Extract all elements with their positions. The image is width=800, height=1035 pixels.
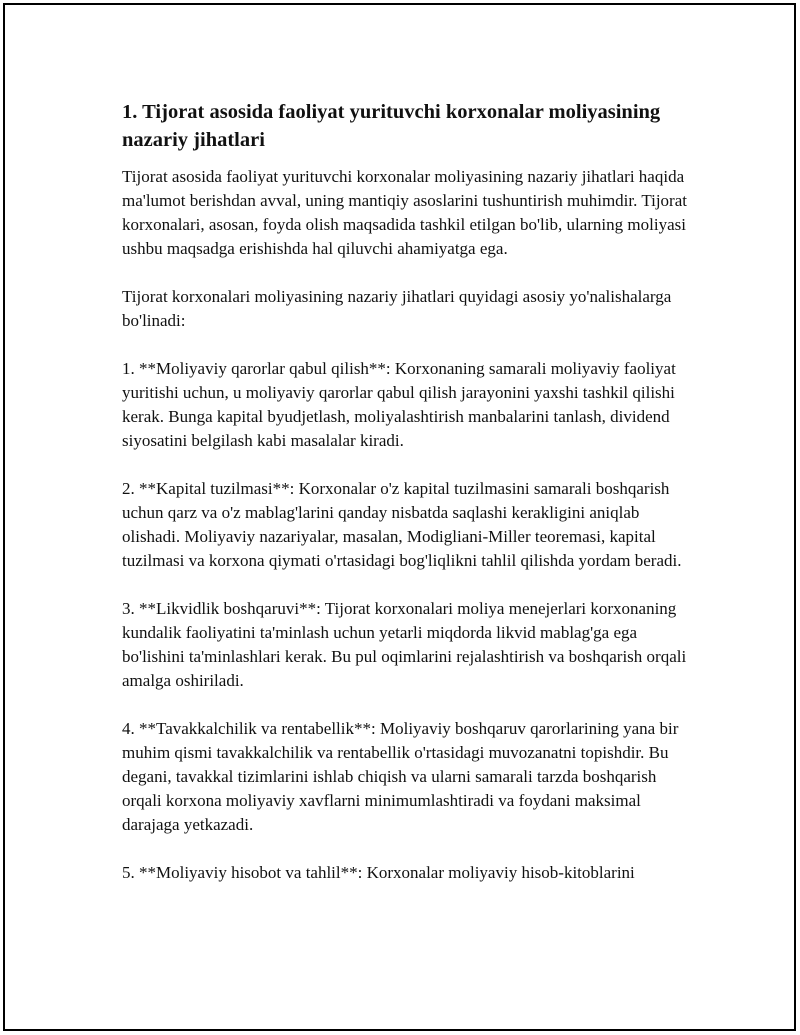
list-item-capital-structure: 2. **Kapital tuzilmasi**: Korxonalar o'z kapital tuzilmasini samarali boshqarish uchun qarz va o'z mablag'larini qanday nisbatda saqlashi kerakligini aniqlab olishadi. Moliyaviy nazariyalar, masalan, Modigliani-Miller teoremasi, kapital tuzilmasi va korxona qiymati o'rtasidagi bog'liqlikni tahlil qilishda yordam beradi.	[122, 479, 682, 570]
list-item-financial-decisions: 1. **Moliyaviy qarorlar qabul qilish**: Korxonaning samarali moliyaviy faoliyat yuritishi uchun, u moliyaviy qarorlar qabul qilish jarayonini yaxshi tashkil qilishi kerak. Bunga kapital byudjetlash, moliyalashtirish manbalarini tanlash, dividend siyosatini belgilash kabi masalalar kiradi.	[122, 359, 676, 450]
list-item-risk-and-profitability: 4. **Tavakkalchilik va rentabellik**: Moliyaviy boshqaruv qarorlarining yana bir muhim qismi tavakkalchilik va rentabellik o'rtasidagi muvozanatni topishdir. Bu degani, tavakkal tizimlarini ishlab chiqish va ularni samarali tarzda boshqarish orqali korxona moliyaviy xavflarni minimumlashtiradi va foydani maksimal darajaga yetkazadi.	[122, 719, 679, 834]
list-item-financial-reporting: 5. **Moliyaviy hisobot va tahlil**: Korxonalar moliyaviy hisob-kitoblarini	[122, 863, 635, 882]
page-frame	[3, 3, 796, 1031]
list-item-liquidity-management: 3. **Likvidlik boshqaruvi**: Tijorat korxonalari moliya menejerlari korxonaning kundalik faoliyatini ta'minlash uchun yetarli miqdorda likvid mablag'ga ega bo'lishini ta'minlashlari kerak. Bu pul oqimlarini rejalashtirish va boshqarish orqali amalga oshiriladi.	[122, 599, 687, 690]
overview-paragraph: Tijorat korxonalari moliyasining nazariy jihatlari quyidagi asosiy yo'nalishalarga bo'linadi:	[122, 287, 672, 330]
section-heading: 1. Tijorat asosida faoliyat yurituvchi korxonalar moliyasining nazariy jihatlari	[122, 101, 661, 151]
document-body	[122, 98, 700, 909]
intro-paragraph: Tijorat asosida faoliyat yurituvchi korxonalar moliyasining nazariy jihatlari haqida ma'lumot berishdan avval, uning mantiqiy asoslarini tushuntirish muhimdir. Tijorat korxonalari, asosan, foyda olish maqsadida tashkil etilgan bo'lib, ularning moliyasi ushbu maqsadga erishishda hal qiluvchi ahamiyatga ega.	[122, 167, 687, 258]
